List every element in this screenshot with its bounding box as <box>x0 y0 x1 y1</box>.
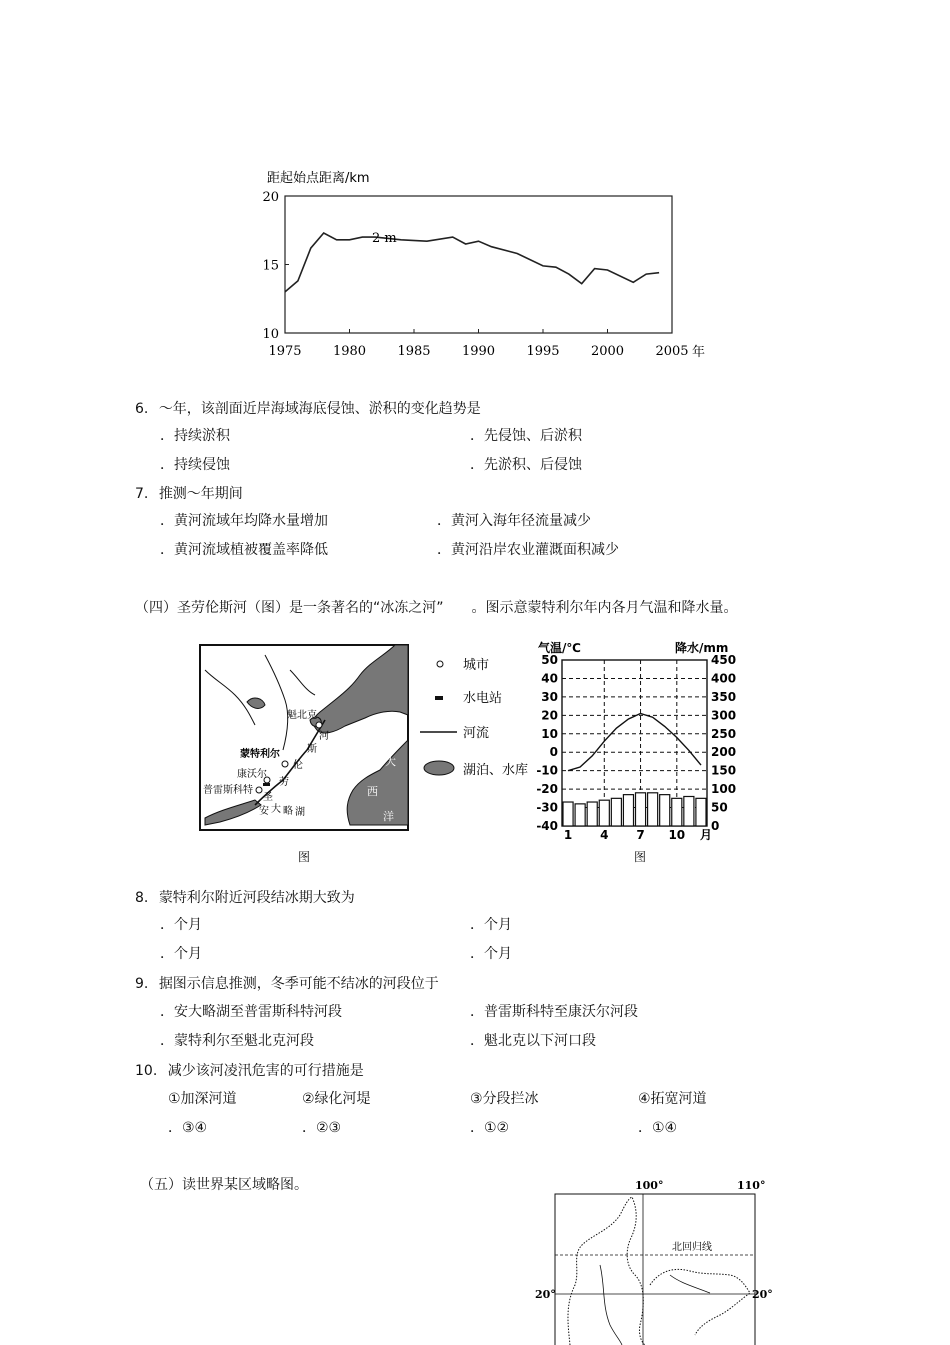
q10-option-d[interactable]: ．①④ <box>638 1120 678 1136</box>
q10-measure-1: ①加深河道 <box>168 1091 237 1107</box>
climate-month-tick-label: 4 <box>600 828 609 842</box>
chart1-y-axis-label: 距起始点距离/km <box>267 171 370 186</box>
climate-precip-tick-label: 150 <box>711 763 737 778</box>
map1-city-prescott <box>256 787 262 793</box>
climate-precip-tick-label: 300 <box>711 708 737 723</box>
climate-x-label: 月 <box>700 828 713 842</box>
map2-lon-110-label: 110° <box>737 1179 766 1192</box>
legend-city-symbol <box>437 661 443 667</box>
climate-precip-tick-label: 100 <box>711 782 737 797</box>
map1-caption: 图 <box>298 850 311 864</box>
q9-number: 9. <box>135 976 149 992</box>
q6-option-d[interactable]: ．先淤积、后侵蚀 <box>470 457 582 473</box>
climate-temp-tick-label: 20 <box>541 708 558 723</box>
climate-temp-tick-label: -40 <box>536 819 558 833</box>
st-lawrence-map <box>195 640 535 835</box>
chart1-x-tick-label: 1985 <box>397 344 431 359</box>
distance-line-chart <box>260 165 720 365</box>
map1-label-ocean-da: 大 <box>385 755 396 768</box>
climate-month-tick-label: 10 <box>668 828 686 842</box>
map2-tropic-label: 北回归线 <box>672 1242 712 1253</box>
chart1-plot-frame <box>285 196 672 333</box>
climate-caption: 图 <box>634 850 647 864</box>
climate-temp-tick-label: -20 <box>536 782 558 797</box>
climate-precip-bar <box>575 804 585 826</box>
q10-option-a[interactable]: ．③④ <box>168 1120 208 1136</box>
q9-stem <box>135 975 439 993</box>
climate-precip-bar <box>611 798 621 826</box>
q7-option-d[interactable]: ．黄河沿岸农业灌溉面积减少 <box>437 542 619 558</box>
climate-precip-bar <box>563 802 573 826</box>
climate-right-axis-label: 降水/mm <box>675 641 729 655</box>
map1-hydro-station <box>263 783 270 786</box>
q9-text: 据图示信息推测，冬季可能不结冰的河段位于 <box>158 976 439 992</box>
climate-precip-bar <box>672 798 682 826</box>
chart1-y-tick-label: 10 <box>262 327 279 342</box>
q7-option-c[interactable]: ．黄河流域植被覆盖率降低 <box>160 542 328 558</box>
climate-precip-tick-label: 250 <box>711 726 737 741</box>
climate-precip-bar <box>599 800 609 826</box>
q10-measure-2: ②绿化河堤 <box>302 1091 371 1107</box>
climate-precip-bar <box>696 798 706 826</box>
q8-text: 蒙特利尔附近河段结冰期大致为 <box>158 890 355 906</box>
climate-precip-tick-label: 350 <box>711 689 737 704</box>
chart1-x-tick-label: 1975 <box>268 344 302 359</box>
climate-precip-bar <box>648 793 658 826</box>
climate-precip-tick-label: 200 <box>711 745 737 760</box>
map1-label-cornwall: 康沃尔 <box>237 769 267 780</box>
region-sketch-map <box>530 1175 790 1345</box>
climate-precip-bar <box>587 802 597 826</box>
map1-label-prescott: 普雷斯科特 <box>203 785 253 796</box>
map2-lat-right-label: 20° <box>752 1288 773 1301</box>
q6-number: 6. <box>135 401 149 417</box>
climate-temp-tick-label: 10 <box>541 726 558 741</box>
q8-option-b[interactable]: ．个月 <box>470 917 512 933</box>
map1-label-da: 大 <box>271 804 281 815</box>
q8-option-d[interactable]: ．个月 <box>470 946 512 962</box>
map1-label-ocean-xi: 西 <box>367 785 378 798</box>
q6-stem <box>135 400 481 418</box>
legend-river-label: 河流 <box>463 726 490 741</box>
q7-option-b[interactable]: ．黄河入海年径流量减少 <box>437 513 591 529</box>
map1-label-si: 斯 <box>307 744 317 755</box>
q10-stem <box>135 1062 364 1080</box>
map1-label-quebec: 魁北克 <box>287 710 317 721</box>
legend-hydro-label: 水电站 <box>463 691 503 706</box>
map2-frame <box>555 1194 755 1345</box>
map1-label-sheng: 圣 <box>263 792 273 803</box>
montreal-climate-chart <box>530 638 745 873</box>
climate-precip-bar <box>623 795 633 826</box>
climate-temp-tick-label: -30 <box>536 800 558 815</box>
q6-text: ～年，该剖面近岸海域海底侵蚀、淤积的变化趋势是 <box>158 401 481 417</box>
climate-left-axis-label: 气温/℃ <box>538 641 581 655</box>
chart1-x-tick-label: 1980 <box>332 344 367 359</box>
chart1-y-tick-label: 20 <box>262 190 279 205</box>
map1-label-lue: 略 <box>283 806 293 817</box>
q8-number: 8. <box>135 890 149 906</box>
map2-lon-100-label: 100° <box>635 1179 664 1192</box>
climate-temp-tick-label: 0 <box>549 745 558 760</box>
q7-option-a[interactable]: ．黄河流域年均降水量增加 <box>160 513 328 529</box>
q10-number: 10. <box>135 1063 158 1079</box>
legend-hydro-symbol <box>435 696 443 700</box>
map2-river-2 <box>670 1275 710 1293</box>
climate-precip-bar <box>636 793 646 826</box>
section4-intro: （四）圣劳伦斯河（图）是一条著名的“冰冻之河” 。图示意蒙特利尔年内各月气温和降水量。 <box>135 600 738 616</box>
climate-precip-tick-label: 0 <box>711 819 720 833</box>
chart1-x-tick-label: 1990 <box>461 344 496 359</box>
climate-month-tick-label: 7 <box>636 828 645 842</box>
q10-option-b[interactable]: ．②③ <box>302 1120 342 1136</box>
chart1-x-axis-unit: 年 <box>692 345 706 360</box>
legend-city-label: 城市 <box>463 658 490 673</box>
q10-measure-3: ③分段拦冰 <box>470 1091 539 1107</box>
q8-option-a[interactable]: ．个月 <box>160 917 202 933</box>
map1-city-montreal <box>282 761 288 767</box>
chart1-x-tick-label: 2000 <box>590 344 625 359</box>
map1-label-ocean-yang: 洋 <box>383 810 394 823</box>
q6-option-c[interactable]: ．持续侵蚀 <box>160 457 230 473</box>
map1-label-he: 河 <box>319 731 329 742</box>
map1-label-lun: 伦 <box>293 760 303 771</box>
chart1-x-tick-label: 1995 <box>526 344 560 359</box>
chart1-series-line <box>285 233 659 292</box>
map2-coastline-east <box>650 1269 750 1335</box>
q9-option-b[interactable]: ．普雷斯科特至康沃尔河段 <box>470 1004 638 1020</box>
legend-lake-symbol <box>424 761 454 775</box>
q6-option-b[interactable]: ．先侵蚀、后淤积 <box>470 428 582 444</box>
q10-measure-4: ④拓宽河道 <box>638 1091 707 1107</box>
chart1-y-tick-label: 15 <box>262 258 279 274</box>
map1-label-hu: 湖 <box>295 807 305 818</box>
map1-city-quebec <box>316 722 322 728</box>
q7-stem <box>135 485 243 503</box>
climate-temp-tick-label: 30 <box>541 689 558 704</box>
map1-label-montreal: 蒙特利尔 <box>240 749 280 760</box>
climate-precip-tick-label: 450 <box>711 653 737 667</box>
section5-intro: （五）读世界某区域略图。 <box>140 1177 308 1193</box>
climate-month-tick-label: 1 <box>563 828 573 842</box>
map2-river <box>600 1265 622 1345</box>
climate-temp-tick-label: 50 <box>541 653 558 667</box>
q6-option-a[interactable]: ．持续淤积 <box>160 428 230 444</box>
climate-temperature-curve <box>568 714 701 771</box>
chart1-annotation: 2 m <box>372 231 397 246</box>
q8-option-c[interactable]: ．个月 <box>160 946 202 962</box>
climate-precip-bar <box>660 795 670 826</box>
legend-lake-label: 湖泊、水库 <box>463 763 529 778</box>
q10-text: 减少该河凌汛危害的可行措施是 <box>167 1063 364 1079</box>
q8-stem <box>135 889 355 907</box>
climate-temp-tick-label: -10 <box>536 763 558 778</box>
map2-lat-left-label: 20° <box>535 1288 556 1301</box>
q7-number: 7. <box>135 486 149 502</box>
climate-temp-tick-label: 40 <box>541 671 558 686</box>
climate-precip-tick-label: 400 <box>711 671 737 686</box>
q9-option-a[interactable]: ．安大略湖至普雷斯科特河段 <box>160 1004 342 1020</box>
map2-coastline <box>568 1197 645 1345</box>
climate-precip-bar <box>684 796 694 826</box>
q7-text: 推测～年期间 <box>158 486 243 502</box>
q10-option-c[interactable]: ．①② <box>470 1120 510 1136</box>
chart1-x-tick-label: 2005 <box>655 344 689 359</box>
climate-precip-tick-label: 50 <box>711 800 728 815</box>
map1-label-an: 安 <box>259 806 269 817</box>
q9-option-c[interactable]: ．蒙特利尔至魁北克河段 <box>160 1033 314 1049</box>
q9-option-d[interactable]: ．魁北克以下河口段 <box>470 1033 596 1049</box>
map1-label-lao: 劳 <box>279 777 289 788</box>
